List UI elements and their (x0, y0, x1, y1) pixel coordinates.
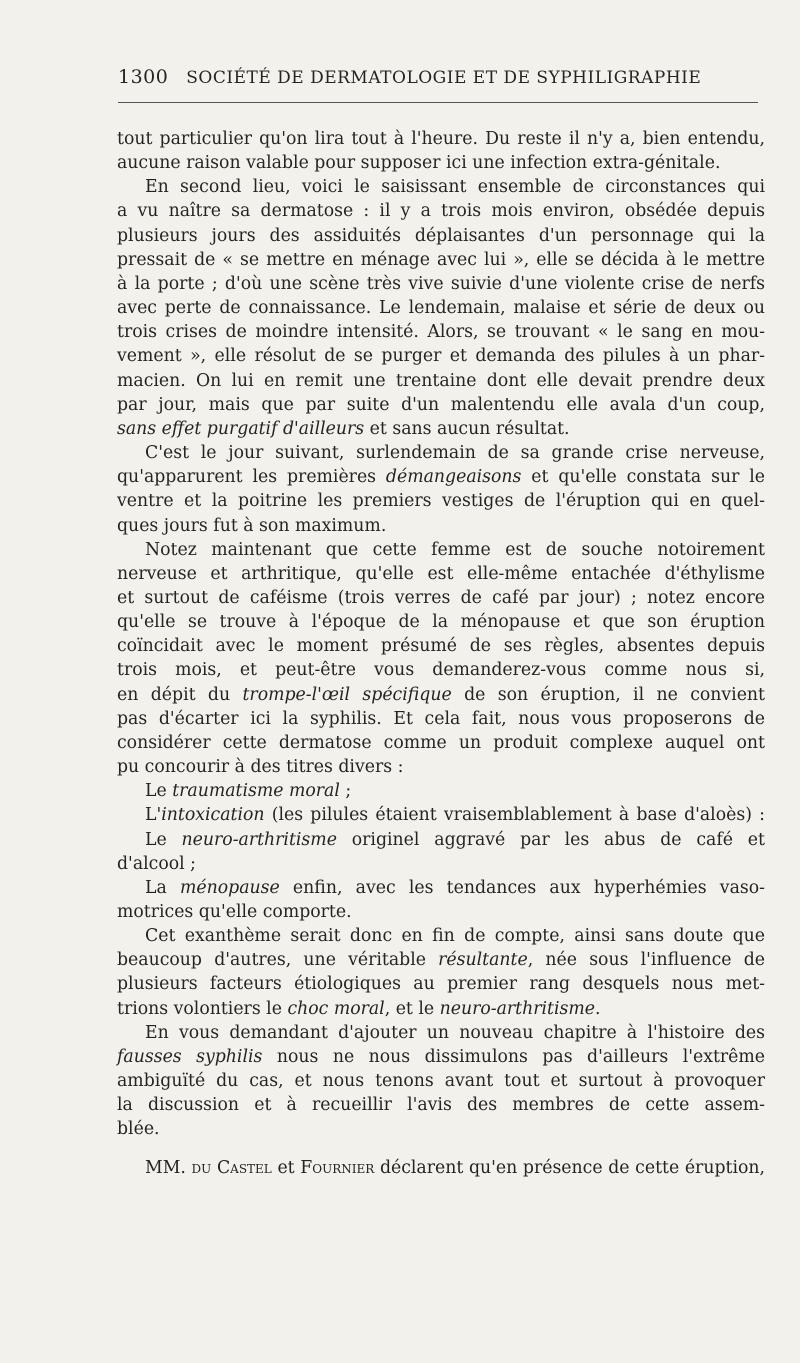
running-title: SOCIÉTÉ DE DERMATOLOGIE ET DE SYPHILIGRAPHIE (186, 68, 702, 88)
running-header (118, 66, 758, 88)
text-run: Le (145, 781, 173, 802)
text-run: Le (145, 829, 182, 850)
text-line: pu concourir à des titres divers : (117, 757, 404, 778)
text-run: et qu'elle constata sur le (521, 467, 765, 488)
text-run: de son éruption, il ne convient (451, 684, 766, 705)
paragraph-6 (117, 1021, 765, 1142)
text-line (117, 683, 765, 707)
text-line (117, 417, 765, 441)
header-rule (118, 102, 758, 103)
text-line (117, 997, 765, 1021)
emphasis: traumatisme moral (172, 781, 340, 802)
list-item (117, 779, 765, 803)
spacer (117, 1142, 765, 1156)
text-line: qu'elle se trouve à l'époque de la ménopause et que son éruption (117, 612, 765, 633)
text-run: , née sous l'influence de (527, 950, 765, 971)
list-item (117, 828, 765, 852)
text-line: motrices qu'elle comporte. (117, 902, 352, 922)
text-run: , et le (384, 998, 440, 1019)
text-line: C'est le jour suivant, surlendemain de sa grande crise nerveuse, (145, 443, 765, 464)
list-item (117, 876, 765, 900)
body-text (117, 127, 765, 1180)
text-run: et sans aucun résultat. (364, 418, 570, 439)
text-run: beaucoup d'autres, une véritable (117, 950, 439, 971)
text-line: d'alcool ; (117, 853, 196, 874)
text-run: nous ne nous dissimulons pas d'ailleurs l'extrême (262, 1046, 765, 1067)
emphasis: fausses syphilis (117, 1046, 263, 1067)
text-run: enfin, avec les tendances aux hyperhémies vaso- (279, 877, 765, 898)
paragraph-4 (117, 538, 765, 780)
text-line: En vous demandant d'ajouter un nouveau chapitre à l'histoire des (145, 1022, 765, 1043)
emphasis: neuro-arthritisme (181, 829, 337, 850)
text-line: coïncidait avec le moment présumé de ses règles, absentes depuis (117, 636, 765, 657)
emphasis: trompe-l'œil spécifique (242, 684, 452, 705)
text-run: en dépit du (117, 684, 243, 705)
text-line: plusieurs jours des assiduités déplaisantes d'un personnage qui la (117, 225, 765, 246)
text-line: avec perte de connaissance. Le lendemain, malaise et série de deux ou (117, 298, 765, 319)
text-line: la discussion et à recueillir l'avis des membres de cette assem- (117, 1095, 765, 1116)
text-run: . (595, 998, 601, 1019)
emphasis: démangeaisons (385, 467, 522, 488)
text-line (117, 1156, 765, 1180)
paragraph-2 (117, 175, 765, 441)
text-run: déclarent qu'en présence de cette éruption, (379, 1157, 766, 1178)
text-line (117, 465, 765, 489)
emphasis: résultante (438, 950, 528, 971)
text-line: aucune raison valable pour supposer ici une infection extra-génitale. (117, 153, 721, 174)
text-run: MM. (145, 1157, 186, 1178)
text-line: macien. On lui en remit une trentaine dont elle devait prendre deux (117, 370, 765, 391)
emphasis: intoxication (161, 805, 265, 826)
text-run: et (277, 1157, 295, 1178)
text-line: ques jours fut à son maximum. (117, 515, 387, 536)
text-run: L' (145, 805, 162, 826)
paragraph-5 (117, 924, 765, 1021)
emphasis: sans effet purgatif d'ailleurs (117, 418, 365, 439)
text-line: considérer cette dermatose comme un produit complexe auquel ont (117, 732, 765, 753)
text-line (117, 948, 765, 972)
text-line: En second lieu, voici le saisissant ensemble de circonstances qui (145, 177, 765, 198)
text-line: pressait de « se mettre en ménage avec lui », elle se décida à le mettre (117, 249, 765, 270)
text-run: La (145, 877, 180, 898)
text-line: et surtout de caféisme (trois verres de café par jour) ; notez encore (117, 587, 765, 608)
text-run: (les pilules étaient vraisemblablement à base d'aloès) : (264, 805, 765, 826)
paragraph-3 (117, 441, 765, 538)
text-line: plusieurs facteurs étiologiques au premier rang desquels nous met- (117, 974, 765, 995)
text-line: blée. (117, 1119, 160, 1140)
text-line: par jour, mais que par suite d'un malentendu elle avala d'un coup, (117, 394, 765, 415)
text-line: trois mois, et peut-être vous demanderez-vous comme nous si, (117, 660, 765, 681)
paragraph-7 (117, 1156, 765, 1180)
text-line: nerveuse et arthritique, qu'elle est elle-même entachée d'éthylisme (117, 563, 765, 584)
text-line: Notez maintenant que cette femme est de souche notoirement (145, 539, 765, 560)
text-line: pas d'écarter ici la syphilis. Et cela fait, nous vous proposerons de (117, 708, 765, 729)
text-line: ventre et la poitrine les premiers vestiges de l'éruption qui en quel- (117, 491, 765, 512)
text-run: trions volontiers le (117, 998, 288, 1019)
emphasis: ménopause (179, 877, 280, 898)
text-run: qu'apparurent les premières (117, 467, 386, 488)
text-run: originel aggravé par les abus de café et (336, 829, 765, 850)
text-line: trois crises de moindre intensité. Alors, se trouvant « le sang en mou- (117, 322, 765, 343)
author-name: Castel (216, 1157, 272, 1178)
author-name: Fournier (300, 1157, 375, 1178)
text-line: à la porte ; d'où une scène très vive suivie d'une violente crise de nerfs (117, 273, 765, 294)
text-line: ambiguïté du cas, et nous tenons avant tout et surtout à provoquer (117, 1071, 765, 1092)
page-number: 1300 (118, 66, 169, 88)
emphasis: choc moral (287, 998, 385, 1019)
text-line: tout particulier qu'on lira tout à l'heure. Du reste il n'y a, bien entendu, (117, 129, 765, 149)
emphasis: neuro-arthritisme (439, 998, 595, 1019)
text-line (117, 1045, 765, 1069)
text-line: vement », elle résolut de se purger et demanda des pilules à un phar- (117, 346, 765, 367)
list-item (117, 803, 765, 827)
text-line: Cet exanthème serait donc en fin de compte, ainsi sans doute que (145, 926, 765, 947)
text-line: a vu naître sa dermatose : il y a trois mois environ, obsédée depuis (117, 201, 765, 222)
paragraph-1 (117, 127, 765, 175)
factor-list (117, 779, 765, 924)
name-particle: du (191, 1157, 212, 1178)
text-run: ; (339, 781, 352, 802)
